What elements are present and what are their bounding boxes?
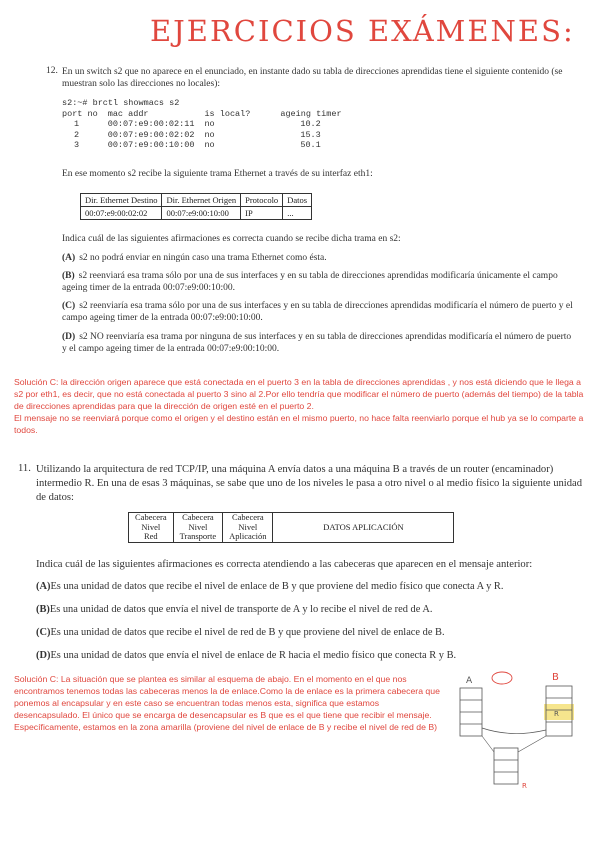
option-text: Es una unidad de datos que recibe el nivel de enlace de B y que proviene del medio físico que conecta A y R.: [50, 581, 504, 592]
mac-header-local: is local?: [204, 108, 251, 119]
table-row: [62, 130, 352, 141]
option-label: (C): [62, 301, 76, 311]
option-label: (C): [36, 627, 51, 638]
solution-12: [14, 376, 589, 436]
data-unit-row: [129, 513, 454, 543]
question-11-prompt: Indica cuál de las siguientes afirmaciones es correcta atendiendo a las cabeceras que aparecen en el mensaje anterior:: [36, 559, 533, 570]
option-text: s2 NO reenviaría esa trama por ninguna de sus interfaces y en su tabla de direcciones aprendidas modificaría el número de puerto y el campo ageing timer de la entrada 00:07:e9:00:10:00.: [62, 332, 572, 354]
mac-table-header: [62, 109, 352, 120]
solution-12-note: El mensaje no se reenviará porque como el origen y el destino están en el mismo puerto, no hace falta reenviarlo porque el hub ya se lo comparte a todos.: [14, 413, 584, 435]
option-text: Es una unidad de datos que envía el nivel de enlace de R hacia el medio físico que conecta R y B.: [50, 650, 457, 661]
question-12-number: 12.: [46, 66, 58, 76]
label-b: B: [552, 672, 559, 683]
mac-cell: 00:07:e9:00:10:00: [107, 140, 195, 150]
label-a: A: [466, 676, 473, 686]
frame-header-data: Datos: [283, 194, 312, 207]
data-cell: DATOS APLICACIÓN: [323, 521, 404, 532]
question-12-statement: En un switch s2 que no aparece en el enunciado, en instante dado su tabla de direcciones aprendidas tiene el siguiente contenido (se muestran solo las direcciones no locales):: [62, 67, 563, 89]
frame-value-data: ...: [283, 207, 312, 220]
red-annotation: [492, 672, 512, 684]
frame-value-src: 00:07:e9:00:10:00: [162, 207, 241, 220]
frame-header-row: [81, 194, 312, 207]
option-label: (B): [62, 271, 75, 281]
stack-r: [494, 748, 518, 784]
showmacs-block: [62, 98, 352, 151]
header-word: Transporte: [179, 531, 217, 541]
frame-value-row: [81, 207, 312, 220]
option-11-a: [36, 580, 596, 593]
header-word: Cabecera: [231, 512, 264, 522]
data-unit-table: [128, 512, 454, 543]
option-text: Es una unidad de datos que recibe el nivel de red de B y que proviene del nivel de enlace de B.: [50, 627, 445, 638]
mac-cell: 15.3: [300, 129, 321, 140]
option-text: s2 reenviaría esa trama sólo por una de sus interfaces y en su tabla de direcciones aprendidas modificaría el número de puerto y el campo ageing timer de la entrada 00:07:e9:00:10:00.: [62, 301, 573, 323]
showmacs-command: s2:~# brctl showmacs s2: [62, 98, 180, 108]
option-label: (D): [36, 650, 51, 661]
option-11-b: [36, 603, 596, 616]
question-12-prompt: Indica cuál de las siguientes afirmaciones es correcta cuando se recibe dicha trama en s2:: [62, 234, 401, 244]
mac-header-port: port no: [62, 108, 98, 119]
option-12-c: [62, 300, 577, 324]
table-row: [62, 140, 352, 151]
mac-cell: no: [204, 129, 215, 140]
mac-table: [62, 109, 352, 151]
encapsulation-sketch: [452, 668, 592, 798]
option-label: (D): [62, 332, 76, 342]
header-word: Nivel: [238, 521, 258, 532]
option-label: (B): [36, 604, 50, 615]
header-word: Nivel: [141, 521, 161, 532]
option-11-d: [36, 649, 596, 662]
ethernet-frame-table: [80, 193, 312, 220]
option-12-d: [62, 331, 577, 355]
frame-intro: En ese momento s2 recibe la siguiente trama Ethernet a través de su interfaz eth1:: [62, 169, 373, 179]
header-word: Cabecera: [135, 512, 167, 522]
link-line: [482, 728, 546, 734]
frame-value-dst: 00:07:e9:00:02:02: [81, 207, 162, 220]
option-label: (A): [36, 581, 51, 592]
label-r-zone: R: [554, 710, 559, 718]
stack-a: [460, 688, 482, 736]
header-word: Nivel: [188, 521, 208, 532]
mac-cell: 2: [74, 129, 80, 140]
header-word: Cabecera: [182, 512, 214, 522]
solution-12-explanation: Solución C: la dirección origen aparece que está conectada en el puerto 3 en la tabla de direcciones aprendidas , y nos está diciendo que le llega a s2 por eth1, es decir, que no está conectada al puerto 3 sino al 2.Por ello tendría que modificar el número de puerto (además del tiempo) de la tabla de direcciones aprendidas para que la dirección de origen esté en el puerto 2.: [14, 377, 584, 411]
frame-header-dst: Dir. Ethernet Destino: [81, 194, 162, 207]
page-title: EJERCICIOS EXÁMENES:: [150, 14, 575, 48]
solution-11: Solución C: La situación que se plantea es similar al esquema de abajo. En el momento en el que nos encontramos tenemos todas las cabeceras menos la de enlace.Como la de enlace es la primera cabecera que ponemos al encapsular y en este caso se encuentran todas menos esta, significa que estamos desencapsulado. El único que se encarga de desencapsular es B que es el que tiene que recibir el mensaje. Específicamente, estamos en la zona amarilla (proviene del nivel de enlace de B y recibe el nivel de red de B): [14, 674, 440, 732]
mac-cell: 3: [74, 140, 80, 150]
header-word: Red: [143, 531, 158, 541]
mac-header-addr: mac addr: [107, 108, 149, 119]
mac-cell: 50.1: [300, 140, 321, 150]
option-text: Es una unidad de datos que envía el nivel de transporte de A y lo recibe el nivel de red de A.: [49, 604, 433, 615]
header-transport-cell: [173, 513, 223, 543]
mac-cell: 00:07:e9:00:02:11: [107, 119, 195, 129]
frame-header-src: Dir. Ethernet Origen: [162, 194, 241, 207]
router-links: [482, 736, 546, 752]
header-application-cell: [223, 513, 273, 543]
mac-cell: no: [204, 140, 215, 150]
header-word: Aplicación: [229, 531, 267, 541]
label-r: R: [522, 782, 527, 790]
option-label: (A): [62, 253, 76, 263]
option-text: s2 no podrá enviar en ningún caso una trama Ethernet como ésta.: [79, 253, 327, 263]
frame-value-proto: IP: [241, 207, 283, 220]
option-11-c: [36, 626, 596, 639]
mac-header-ageing: ageing timer: [280, 108, 342, 119]
highlight-zone: [544, 704, 574, 720]
mac-cell: 10.2: [300, 119, 321, 129]
option-12-b: [62, 270, 577, 294]
header-red-cell: [129, 513, 174, 543]
table-row: [62, 119, 352, 130]
frame-header-proto: Protocolo: [241, 194, 283, 207]
mac-cell: 1: [74, 119, 80, 129]
question-11-number: 11.: [18, 463, 31, 474]
mac-cell: no: [204, 119, 215, 129]
question-11-statement: Utilizando la arquitectura de red TCP/IP, una máquina A envía datos a una máquina B a través de un router (encaminador) intermedio R. En una de esas 3 máquinas, se sabe que uno de los niveles le pasa a otro nivel o al medio físico la siguiente unidad de datos:: [36, 464, 583, 503]
mac-cell: 00:07:e9:00:02:02: [107, 129, 195, 140]
option-text: s2 reenviará esa trama sólo por una de sus interfaces y en su tabla de direcciones aprendidas modificaría únicamente el campo ageing timer de la entrada 00:07:e9:00:10:00.: [62, 271, 558, 293]
option-12-a: [62, 252, 577, 264]
